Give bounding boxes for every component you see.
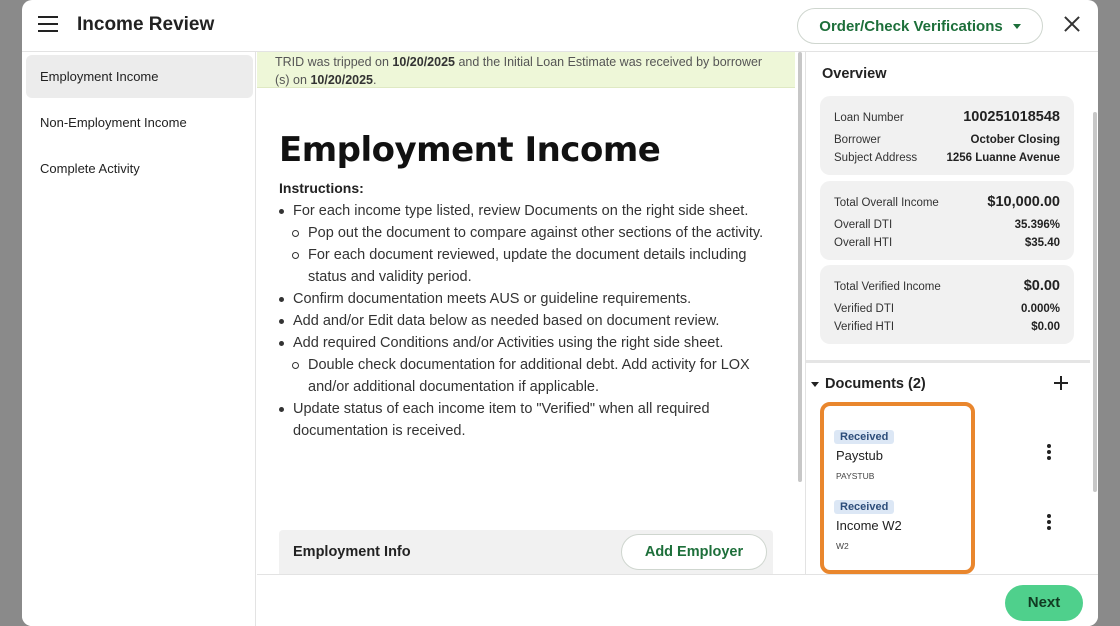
trid-notice: [257, 52, 795, 88]
documents-toggle[interactable]: [811, 376, 926, 392]
instruction-item: Confirm documentation meets AUS or guideline requirements.: [279, 288, 769, 310]
more-options-icon[interactable]: [1044, 514, 1054, 532]
overall-dti-label: Overall DTI: [834, 219, 893, 231]
page-title: Income Review: [77, 14, 215, 35]
borrower-label: Borrower: [834, 134, 881, 146]
section-heading: Employment Income: [279, 130, 661, 170]
instructions-list: [279, 200, 769, 442]
overall-income-card: [820, 181, 1074, 260]
loan-number-value: 100251018548: [963, 109, 1060, 125]
total-verified-income-value: $0.00: [1023, 278, 1060, 294]
instruction-subitem: For each document reviewed, update the document details including status and validity period.: [279, 244, 769, 288]
more-options-icon[interactable]: [1044, 444, 1054, 462]
document-item-paystub[interactable]: [820, 430, 1080, 490]
loan-number-label: Loan Number: [834, 112, 904, 124]
total-verified-income-label: Total Verified Income: [834, 281, 941, 293]
instruction-item: Add and/or Edit data below as needed based on document review.: [279, 310, 769, 332]
document-name: Paystub: [836, 448, 883, 463]
verified-dti-value: 0.000%: [1020, 303, 1060, 315]
add-document-icon[interactable]: [1052, 374, 1070, 392]
instruction-item: Update status of each income item to "Verified" when all required documentation is received.: [279, 398, 769, 442]
document-item-income-w2[interactable]: [820, 500, 1080, 560]
next-button[interactable]: Next: [1005, 585, 1083, 621]
main-scrollbar[interactable]: [798, 52, 804, 482]
modal-header: [22, 0, 1098, 52]
address-label: Subject Address: [834, 152, 918, 164]
overall-dti-value: 35.396%: [1014, 219, 1060, 231]
main-content: [257, 52, 804, 574]
document-name: Income W2: [836, 518, 902, 533]
instruction-subitem: Double check documentation for additional debt. Add activity for LOX and/or additional documentation if applicable.: [279, 354, 769, 398]
document-type: PAYSTUB: [836, 471, 875, 481]
verified-dti-label: Verified DTI: [834, 303, 895, 315]
sidebar-item-complete-activity[interactable]: Complete Activity: [40, 161, 140, 176]
documents-title: Documents (2): [825, 376, 926, 392]
chevron-down-icon: [811, 382, 819, 387]
close-icon[interactable]: [1062, 14, 1082, 34]
verified-hti-label: Verified HTI: [834, 321, 895, 333]
overall-hti-value: $35.40: [1024, 237, 1060, 249]
right-scrollbar[interactable]: [1093, 112, 1097, 492]
total-overall-income-label: Total Overall Income: [834, 197, 939, 209]
employment-info-section: [279, 530, 773, 574]
instruction-item: Add required Conditions and/or Activities using the right side sheet.: [279, 332, 769, 354]
divider: [806, 360, 1090, 363]
trid-middle: and the Initial Loan Estimate was received by borrower (s) on: [275, 55, 763, 87]
status-badge: Received: [834, 500, 894, 514]
add-employer-button[interactable]: Add Employer: [621, 534, 767, 570]
borrower-value: October Closing: [970, 134, 1060, 146]
trid-date-1: 10/20/2025: [392, 55, 455, 69]
menu-icon[interactable]: [38, 16, 58, 34]
verified-hti-value: $0.00: [1031, 321, 1060, 333]
instruction-item: For each income type listed, review Documents on the right side sheet.: [279, 200, 769, 222]
address-value: 1256 Luanne Avenue: [946, 152, 1060, 164]
order-check-verifications-button[interactable]: [797, 8, 1043, 44]
employment-info-label: Employment Info: [293, 544, 411, 560]
sidebar: [22, 52, 256, 626]
trid-prefix: TRID was tripped on: [275, 55, 393, 69]
loan-card: [820, 96, 1074, 175]
sidebar-item-non-employment-income[interactable]: Non-Employment Income: [40, 115, 187, 130]
instruction-subitem: Pop out the document to compare against other sections of the activity.: [279, 222, 769, 244]
right-panel: [805, 52, 1098, 574]
overall-hti-label: Overall HTI: [834, 237, 893, 249]
trid-date-2: 10/20/2025: [310, 73, 373, 87]
income-review-modal: [22, 0, 1098, 626]
total-overall-income-value: $10,000.00: [987, 194, 1060, 210]
chevron-down-icon: [1013, 24, 1021, 29]
instructions-title: Instructions:: [279, 180, 364, 196]
order-button-label: Order/Check Verifications: [819, 17, 1003, 35]
status-badge: Received: [834, 430, 894, 444]
modal-footer: [257, 574, 1098, 626]
verified-income-card: [820, 265, 1074, 344]
document-type: W2: [836, 541, 849, 551]
overview-title: Overview: [822, 66, 887, 82]
trid-suffix: .: [373, 73, 377, 87]
sidebar-item-employment-income[interactable]: Employment Income: [26, 55, 253, 98]
